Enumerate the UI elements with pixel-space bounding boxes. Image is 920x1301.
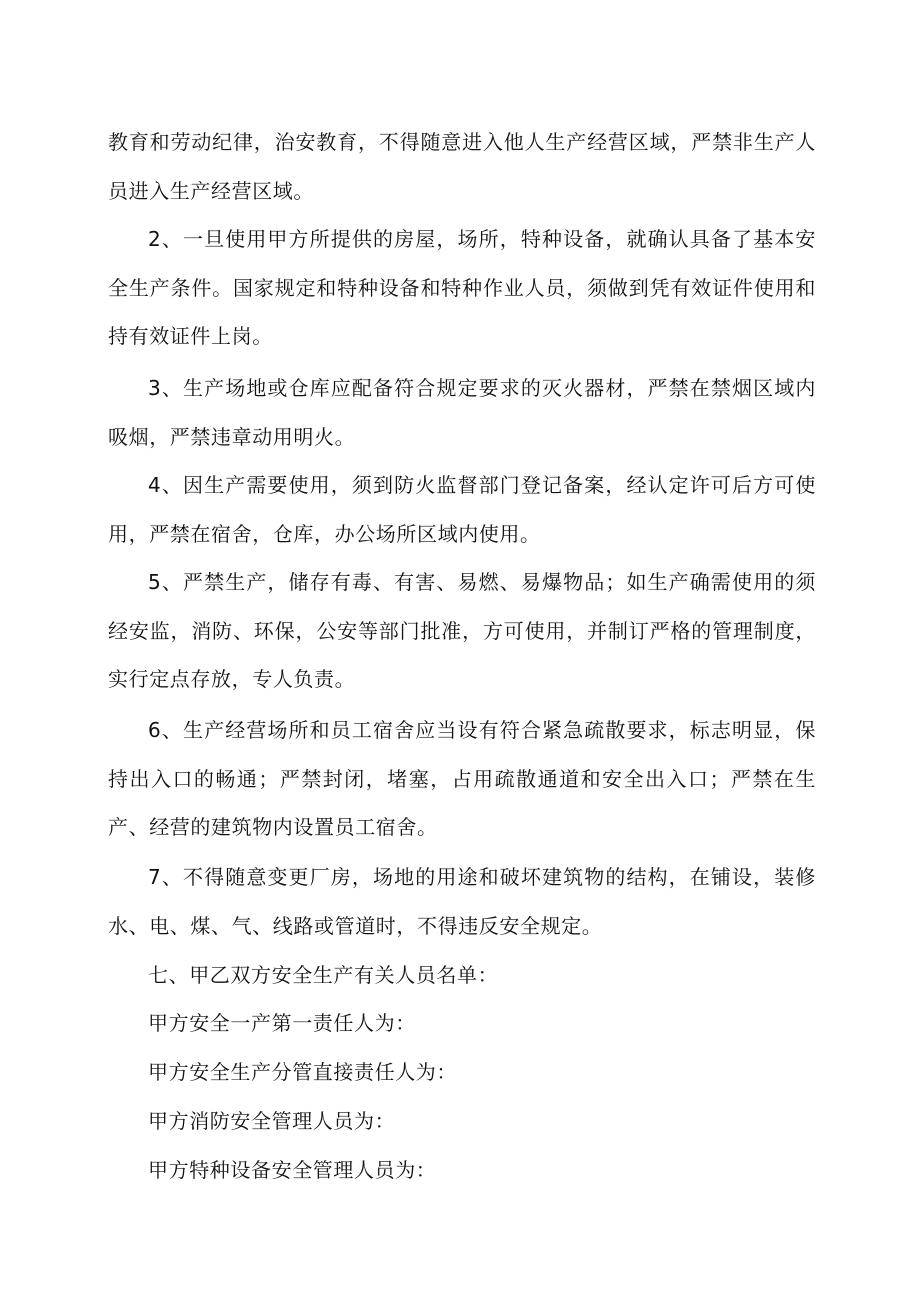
personnel-line: 甲方特种设备安全管理人员为：: [148, 1158, 437, 1182]
paragraph-item-2: 2、一旦使用甲方所提供的房屋，场所，特种设备，就确认具备了基本安全生产条件。国家规定和特种设备和特种作业人员，须做到凭有效证件使用和持有效证件上岗。: [108, 227, 816, 348]
paragraph-item-3: 3、生产场地或仓库应配备符合规定要求的灭火器材，严禁在禁烟区域内吸烟，严禁违章动用明火。: [108, 376, 816, 449]
personnel-line: 甲方安全生产分管直接责任人为：: [148, 1060, 457, 1084]
paragraph-item-6: 6、生产经营场所和员工宿舍应当设有符合紧急疏散要求，标志明显，保持出入口的畅通；严禁封闭，堵塞，占用疏散通道和安全出入口；严禁在生产、经营的建筑物内设置员工宿舍。: [108, 718, 816, 839]
paragraph-continuation: 教育和劳动纪律，治安教育，不得随意进入他人生产经营区域，严禁非生产人员进入生产经营区域。: [108, 130, 816, 203]
paragraph-item-4: 4、因生产需要使用，须到防火监督部门登记备案，经认定许可后方可使用，严禁在宿舍，仓库，办公场所区域内使用。: [108, 473, 816, 546]
paragraph-item-7: 7、不得随意变更厂房，场地的用途和破坏建筑物的结构，在铺设，装修水、电、煤、气、线路或管道时，不得违反安全规定。: [108, 865, 816, 938]
personnel-line: 甲方消防安全管理人员为：: [148, 1109, 396, 1133]
paragraph-item-5: 5、严禁生产，储存有毒、有害、易燃、易爆物品；如生产确需使用的须经安监，消防、环保，公安等部门批准，方可使用，并制订严格的管理制度，实行定点存放，专人负责。: [108, 570, 816, 691]
section-heading: 七、甲乙双方安全生产有关人员名单：: [148, 963, 499, 987]
personnel-line: 甲方安全一产第一责任人为：: [148, 1011, 416, 1035]
